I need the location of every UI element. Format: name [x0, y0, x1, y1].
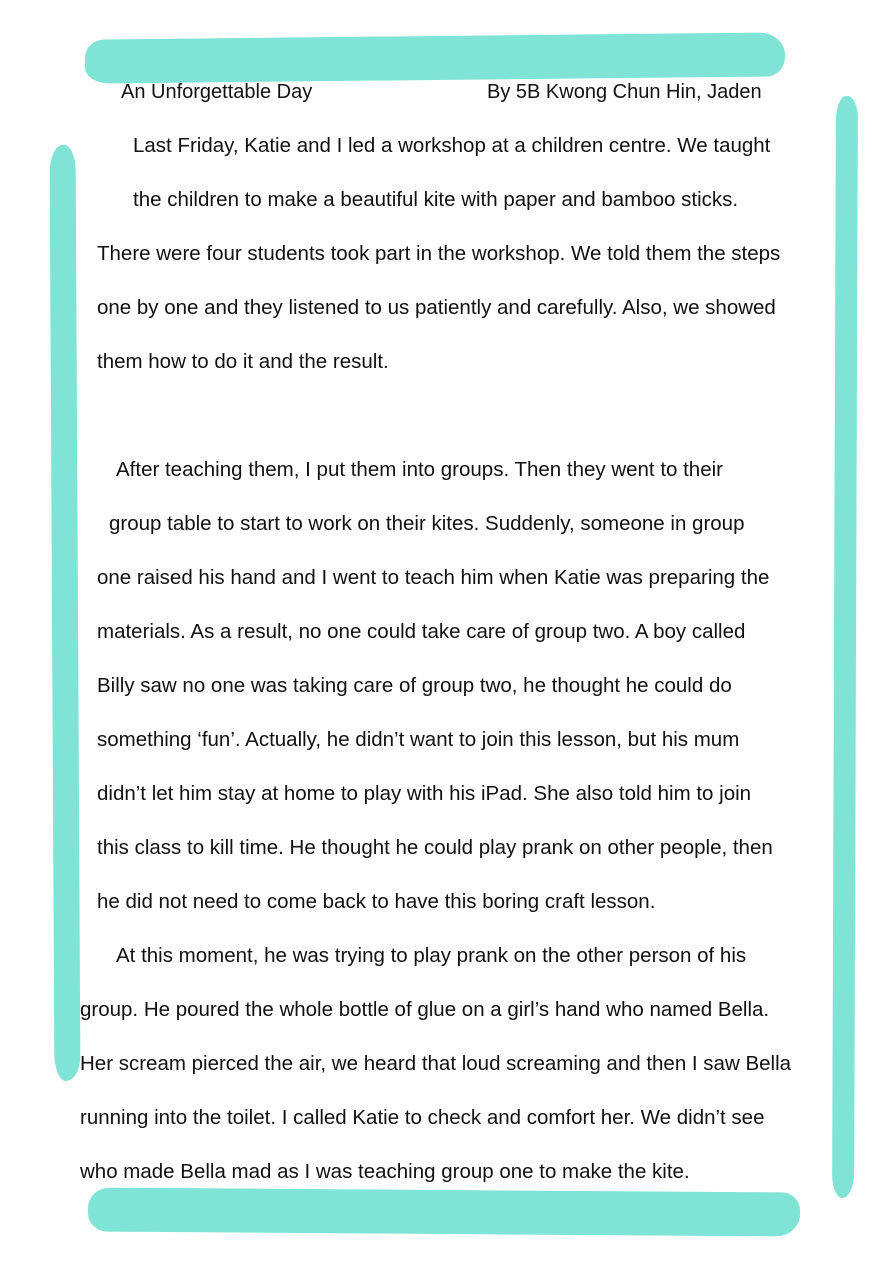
paragraph-line: something ‘fun’. Actually, he didn’t want to join this lesson, but his mum — [97, 728, 740, 751]
paragraph-line: At this moment, he was trying to play prank on the other person of his — [116, 944, 747, 967]
essay-title: An Unforgettable Day — [121, 81, 313, 103]
paragraph-line: Billy saw no one was taking care of group two, he thought he could do — [97, 674, 732, 697]
paragraph-line: running into the toilet. I called Katie to check and comfort her. We didn’t see — [80, 1106, 765, 1129]
essay-author: By 5B Kwong Chun Hin, Jaden — [487, 81, 762, 103]
top-highlight-stroke — [85, 32, 785, 83]
paragraph-line: one raised his hand and I went to teach him when Katie was preparing the — [97, 566, 770, 589]
paragraph-line: Last Friday, Katie and I led a workshop at a children centre. We taught — [133, 134, 771, 157]
paragraph-line: the children to make a beautiful kite with paper and bamboo sticks. — [133, 188, 739, 211]
right-highlight-stroke — [832, 96, 858, 1198]
paragraph-line: didn’t let him stay at home to play with his iPad. She also told him to join — [97, 782, 752, 805]
left-highlight-stroke — [50, 145, 81, 1081]
paragraph-line: he did not need to come back to have this boring craft lesson. — [97, 890, 656, 913]
paragraph-line: one by one and they listened to us patiently and carefully. Also, we showed — [97, 296, 776, 319]
paragraph-line: After teaching them, I put them into groups. Then they went to their — [116, 458, 723, 481]
paragraph-line: who made Bella mad as I was teaching group one to make the kite. — [80, 1160, 690, 1183]
paragraph-line: group table to start to work on their kites. Suddenly, someone in group — [109, 512, 745, 535]
paragraph-line: Her scream pierced the air, we heard that loud screaming and then I saw Bella — [80, 1052, 792, 1075]
paragraph-line: materials. As a result, no one could take care of group two. A boy called — [97, 620, 746, 643]
paragraph-line: this class to kill time. He thought he could play prank on other people, then — [97, 836, 773, 859]
bottom-highlight-stroke — [88, 1188, 800, 1237]
paragraph-line: There were four students took part in the workshop. We told them the steps — [97, 242, 781, 265]
paragraph-line: group. He poured the whole bottle of glue on a girl’s hand who named Bella. — [80, 998, 770, 1021]
paragraph-line: them how to do it and the result. — [97, 350, 389, 373]
